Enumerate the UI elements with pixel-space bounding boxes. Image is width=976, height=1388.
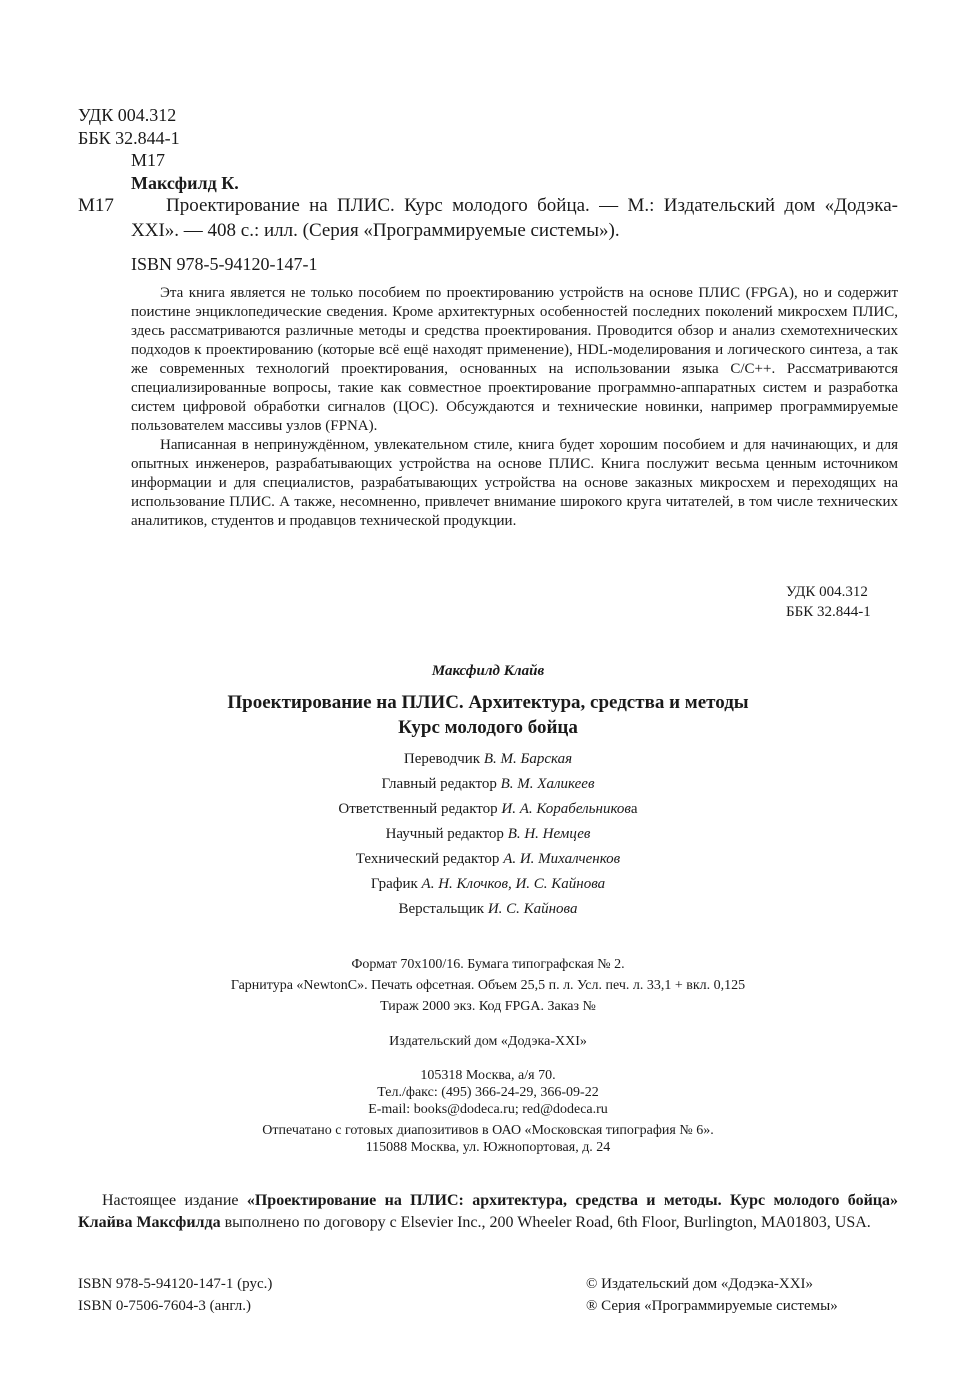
author-name: Максфилд К. (131, 173, 239, 193)
abstract-paragraph-1: Эта книга является не только пособием по проектированию устройств на основе ПЛИС (FPGA), но и содержит поистине энциклопедические сведения. Кроме архитектурных особенностей последних поколений микросхем ПЛИС, здесь рассматриваются различные методы и средства проектирования. Проводится обзор и анализ схемотехнических подходов к проектированию (которые всё ещё находят применение), HDL-моделирования и логического синтеза, а так же современных технологий проектирования, основанных на использовании языка C/C++. Рассматриваются специализированные вопросы, такие как совместное проектирование программно-аппаратных систем и разработка систем цифровой обработки сигналов (ЦОС). Обсуждаются и технические новинки, например программируемые пользователем массивы узлов (FPNA). (131, 285, 898, 434)
udk-code-2: УДК 004.312 (786, 584, 868, 600)
isbn-english: ISBN 0-7506-7604-3 (англ.) (78, 1298, 251, 1314)
staff-graphic: График А. Н. Клочков, И. С. Кайнова (370, 876, 606, 892)
staff-chief-editor: Главный редактор В. М. Халикеев (381, 776, 595, 792)
abstract-paragraph-2: Написанная в непринуждённом, увлекательном стиле, книга будет хорошим пособием и для начинающих, и для опытных инженеров, разрабатывающих устройства на основе ПЛИС. Книга послужит весьма ценным источником информации и для специалистов, разрабатывающих устройства на основе заказных микросхем и переходящих на использование ПЛИС. А также, несомненно, привлечет внимание широкого круга читателей, в том числе технических аналитиков, студентов и продавцов технической продукции. (131, 437, 898, 529)
publisher-email: E-mail: books@dodeca.ru; red@dodeca.ru (368, 1102, 608, 1117)
print-run-line: Тираж 2000 экз. Код FPGA. Заказ № (380, 999, 596, 1014)
publisher-phone: Тел./факс: (495) 366-24-29, 366-09-22 (377, 1085, 599, 1100)
printed-by: Отпечатано с готовых диапозитивов в ОАО «Московская типография № 6». (262, 1123, 714, 1138)
isbn: ISBN 978-5-94120-147-1 (131, 254, 318, 274)
book-title-line2: Курс молодого бойца (398, 717, 578, 738)
typeface-line: Гарнитура «NewtonC». Печать офсетная. Объем 25,5 п. л. Усл. печ. л. 33,1 + вкл. 0,125 (230, 978, 746, 993)
series-notice: ® Серия «Программируемые системы» (586, 1298, 838, 1314)
staff-translator: Переводчик В. М. Барская (403, 751, 573, 767)
printer-address: 115088 Москва, ул. Южнопортовая, д. 24 (365, 1140, 611, 1155)
isbn-russian: ISBN 978-5-94120-147-1 (рус.) (78, 1276, 273, 1292)
udk-code: УДК 004.312 (78, 105, 177, 125)
author-mark: М17 (131, 150, 166, 170)
staff-technical-editor: Технический редактор А. И. Михалченков (355, 851, 621, 867)
publisher-name: Издательский дом «Додэка-XXI» (389, 1034, 587, 1049)
bbk-code-2: ББК 32.844-1 (786, 604, 871, 620)
format-line: Формат 70x100/16. Бумага типографская № 2. (351, 957, 625, 972)
copyright-notice: © Издательский дом «Додэка-XXI» (586, 1276, 814, 1292)
title-entry: Проектирование на ПЛИС. Курс молодого бойца. — М.: Издательский дом «Додэка-XXI». — 408 с.: илл. (Серия «Программируемые системы»). (131, 195, 898, 241)
staff-layout: Верстальщик И. С. Кайнова (398, 901, 578, 917)
author-mark-left: М17 (78, 195, 114, 216)
bbk-code: ББК 32.844-1 (78, 128, 180, 148)
license-agreement: Настоящее издание «Проектирование на ПЛИС: архитектура, средства и методы. Курс молодого бойца» Клайва Максфилда выполнено по договору с Elsevier Inc., 200 Wheeler Road, 6th Floor, Burlington, MA01803, USA. (78, 1192, 899, 1231)
staff-responsible-editor: Ответственный редактор И. А. Корабельникова (338, 801, 638, 817)
staff-science-editor: Научный редактор В. Н. Немцев (385, 826, 591, 842)
colophon-author: Максфилд Клайв (431, 663, 545, 679)
abstract (131, 284, 898, 531)
publisher-address: 105318 Москва, а/я 70. (420, 1068, 556, 1083)
book-title-line1: Проектирование на ПЛИС. Архитектура, средства и методы (227, 692, 749, 713)
